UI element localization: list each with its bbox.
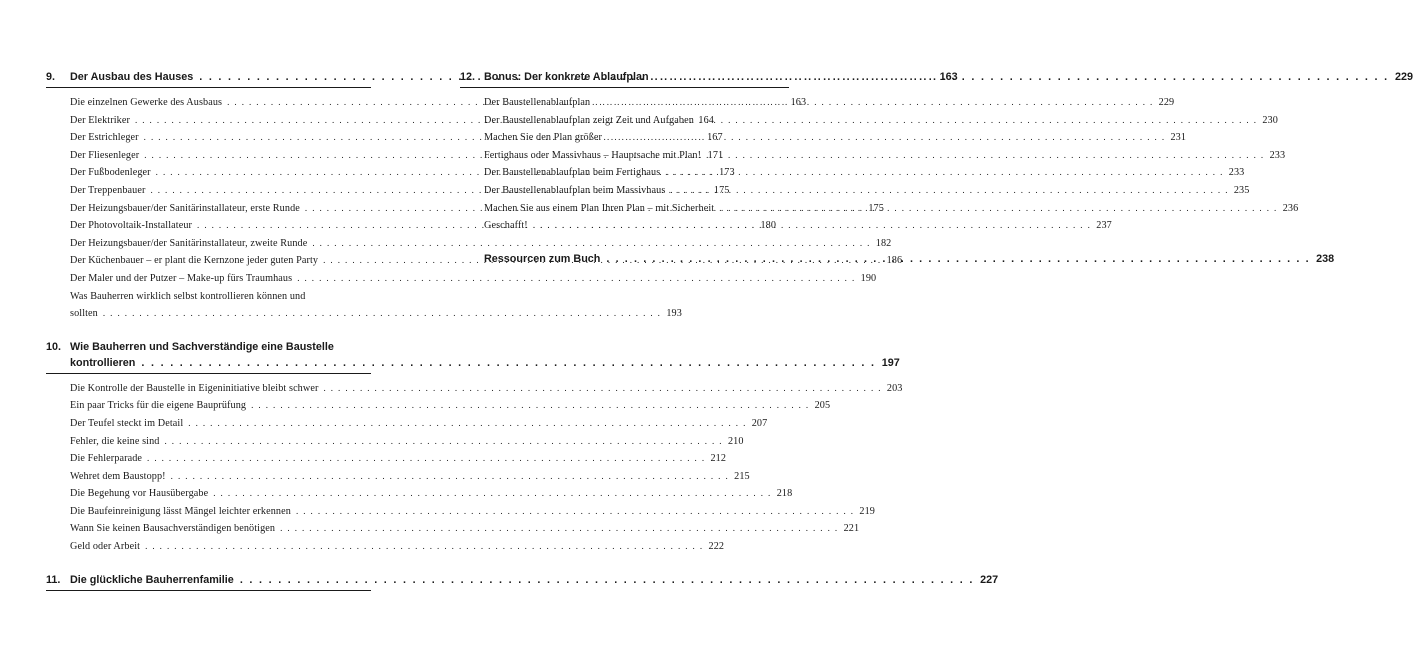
entry-page: 236 — [1282, 202, 1299, 214]
dot-leader — [165, 433, 723, 451]
entry-page: 175 — [713, 184, 730, 196]
entry-page: 231 — [1170, 132, 1187, 144]
entry-page: 205 — [814, 400, 831, 412]
chapter-10-heading — [46, 339, 900, 374]
entry-page: 237 — [1096, 220, 1112, 232]
chapter-page: 163 — [939, 71, 958, 83]
toc-entry — [70, 503, 875, 521]
entry-page: 203 — [886, 382, 903, 394]
entry-page: 182 — [875, 237, 892, 249]
chapter-page: 197 — [881, 356, 900, 369]
entry-page: 173 — [719, 167, 735, 179]
entry-page: 221 — [843, 523, 860, 535]
dot-leader — [213, 485, 771, 503]
entry-title: Der Fußbodenleger — [70, 167, 151, 179]
chapter-page: 229 — [1394, 71, 1413, 83]
entry-title: Die Baufeinreinigung lässt Mängel leichter erkennen — [70, 505, 291, 517]
entry-page: 186 — [886, 255, 903, 267]
entry-title: Fertighaus oder Massivhaus – Hauptsache mit Plan! — [484, 149, 702, 161]
entry-page: 164 — [698, 114, 714, 126]
toc-entry — [484, 164, 1245, 182]
entry-title: Der Teufel steckt im Detail — [70, 417, 184, 429]
entry-title: Machen Sie aus einem Plan Ihren Plan – mit Sicherheit — [484, 202, 715, 214]
entry-page: 230 — [1262, 114, 1278, 126]
chapter-title-line-1: Wie Bauherren und Sachverständige eine Baustelle — [70, 340, 334, 353]
toc-entry — [70, 270, 877, 288]
entry-title: Wehret dem Baustopp! — [70, 470, 166, 482]
toc-entry — [70, 468, 750, 486]
toc-entry — [484, 129, 1187, 147]
entry-page: 222 — [708, 541, 725, 553]
entry-title: Geschafft! — [484, 220, 528, 232]
entry-title: Wann Sie keinen Bausachverständigen benötigen — [70, 523, 276, 535]
dot-leader — [323, 380, 881, 398]
entry-title: Ein paar Tricks für die eigene Bauprüfung — [70, 400, 247, 412]
entry-page: 233 — [1269, 149, 1286, 161]
entry-page: 207 — [751, 417, 768, 429]
dot-leader — [655, 69, 1389, 85]
resources-title: Ressourcen zum Buch — [484, 252, 601, 265]
chapter-title: Die glückliche Bauherrenfamilie — [70, 573, 234, 586]
resources-page: 238 — [1316, 252, 1335, 265]
chapter-11-heading — [46, 572, 999, 591]
entry-title: Der Photovoltaik-Installateur — [70, 220, 193, 232]
entry-title: Der Treppenbauer — [70, 184, 146, 196]
entry-page: 171 — [707, 149, 724, 161]
entry-title: Der Maler und der Putzer – Make-up fürs Traumhaus — [70, 272, 293, 284]
toc-entry — [70, 235, 892, 253]
entry-page: 163 — [790, 97, 807, 108]
entry-title: Der Küchenbauer – er plant die Kernzone jeder guten Party — [70, 255, 319, 267]
entry-title: Die Fehlerparade — [70, 453, 143, 465]
entry-title: Die Kontrolle der Baustelle in Eigeninitiative bleibt schwer — [70, 382, 319, 394]
dot-leader — [719, 200, 1277, 218]
toc-entry — [70, 485, 793, 503]
toc-entry — [70, 288, 682, 323]
dot-leader — [665, 164, 1223, 182]
entry-title: Der Elektriker — [70, 114, 130, 126]
entry-page: 193 — [666, 308, 682, 320]
entry-title: Die einzelnen Gewerke des Ausbaus — [70, 97, 223, 108]
dot-leader — [145, 538, 703, 556]
toc-entry — [70, 450, 727, 468]
entry-page: 210 — [727, 435, 744, 447]
dot-leader — [147, 450, 705, 468]
entry-page: 167 — [707, 132, 723, 144]
dot-leader — [296, 503, 854, 521]
chapter-number: 11. — [46, 573, 61, 586]
entry-page: 215 — [734, 470, 750, 482]
dot-leader — [103, 305, 661, 323]
toc-entry — [484, 147, 1286, 165]
entry-title-line-2: sollten — [70, 308, 98, 320]
entry-title: Geld oder Arbeit — [70, 541, 141, 553]
entry-title: Der Fliesenleger — [70, 149, 140, 161]
dot-leader — [699, 112, 1257, 130]
chapter-number: 10. — [46, 340, 62, 353]
entry-title: Machen Sie den Plan größer — [484, 132, 603, 144]
chapter-title: Bonus: Der konkrete Ablaufplan — [484, 71, 649, 83]
toc-entry — [70, 520, 860, 538]
toc-entry — [484, 182, 1250, 200]
toc-entry — [70, 433, 744, 451]
dot-leader — [171, 468, 729, 486]
entry-title: Der Baustellenablaufplan beim Fertighaus — [484, 167, 661, 179]
chapter-number: 9. — [46, 71, 56, 83]
entry-page: 180 — [760, 220, 777, 232]
dot-leader — [141, 355, 875, 371]
entry-page: 218 — [776, 488, 793, 500]
entry-page: 219 — [859, 505, 875, 517]
dot-leader — [188, 415, 746, 433]
chapter-number: 12. — [460, 71, 476, 83]
dot-leader — [606, 251, 1310, 267]
entry-title: Die Begehung vor Hausübergabe — [70, 488, 209, 500]
chapter-10-entries — [70, 380, 903, 556]
entry-title: Der Estrichleger — [70, 132, 139, 144]
dot-leader — [607, 129, 1165, 147]
entry-title: Der Heizungsbauer/der Sanitärinstallateur, zweite Runde — [70, 237, 308, 249]
dot-leader — [240, 572, 974, 588]
chapter-title: Der Ausbau des Hauses — [70, 71, 194, 83]
entry-page: 235 — [1233, 184, 1250, 196]
dot-leader — [670, 182, 1228, 200]
toc-entry — [484, 217, 1112, 235]
dot-leader — [251, 397, 809, 415]
entry-page: 212 — [710, 453, 727, 465]
chapter-title-line-2: kontrollieren — [70, 356, 136, 369]
toc-entry — [70, 397, 831, 415]
entry-title: Fehler, die keine sind — [70, 435, 160, 447]
chapter-page: 227 — [980, 573, 999, 586]
entry-page: 175 — [868, 202, 884, 214]
entry-title: Der Heizungsbauer/der Sanitärinstallateur, erste Runde — [70, 202, 300, 214]
entry-page: 229 — [1158, 97, 1175, 108]
dot-leader — [280, 520, 838, 538]
entry-title: Der Baustellenablaufplan zeigt Zeit und Aufgaben — [484, 114, 694, 126]
entry-title: Der Baustellenablaufplan — [484, 97, 591, 108]
dot-leader — [706, 147, 1264, 165]
entry-page: 233 — [1228, 167, 1245, 179]
entry-title-line-1: Was Bauherren wirklich selbst kontrollieren können und — [70, 290, 306, 302]
entry-title: Der Baustellenablaufplan beim Massivhaus — [484, 184, 666, 196]
dot-leader — [595, 94, 1153, 112]
toc-entry — [484, 112, 1278, 130]
toc-entry — [70, 415, 768, 433]
toc-entry — [70, 538, 725, 556]
entry-page: 190 — [860, 272, 877, 284]
dot-leader — [533, 217, 1091, 235]
toc-entry — [70, 380, 903, 398]
dot-leader — [297, 270, 855, 288]
